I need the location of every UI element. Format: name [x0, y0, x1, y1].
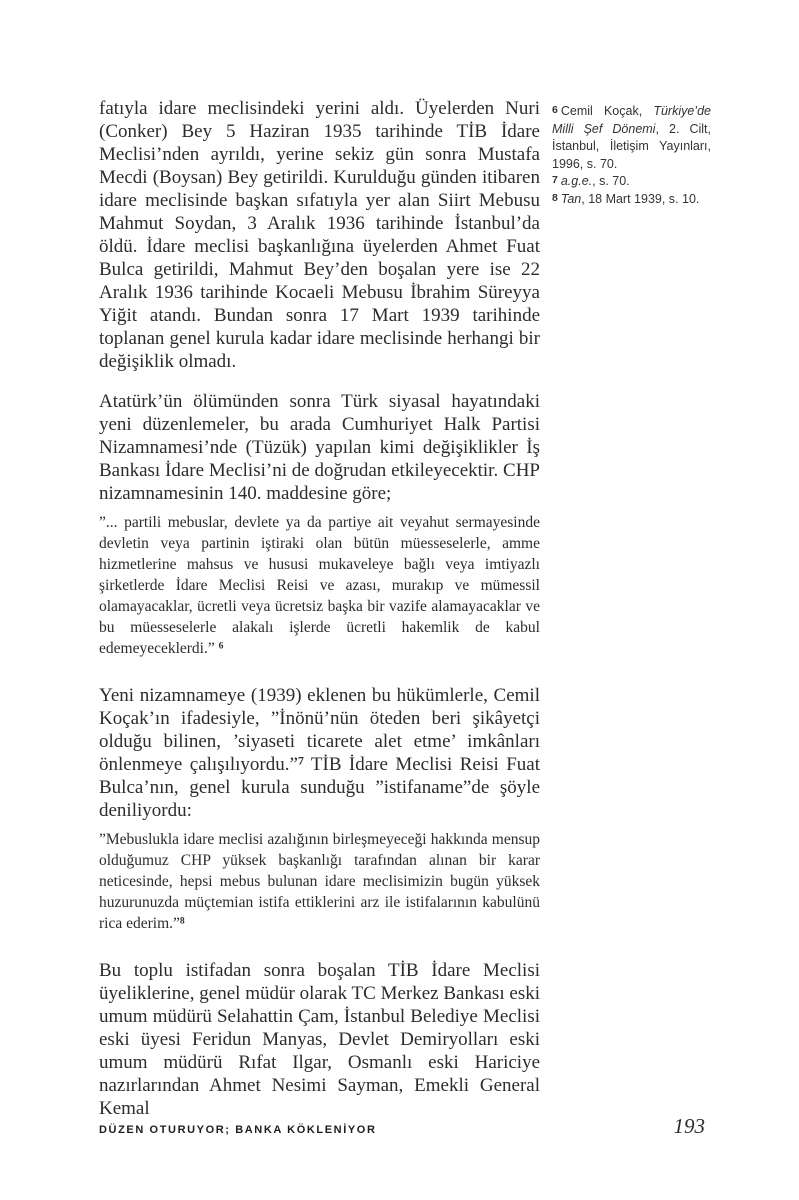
- paragraph: [99, 390, 540, 505]
- footnote-7: [552, 173, 711, 191]
- text-run: fatıyla idare meclisindeki yerini aldı. Üyelerden Nuri (Conker) Bey 5 Haziran 1935 tarihinde TİB İdare Meclisi’nden ayrıldı, yerine sekiz gün sonra Mustafa Mecdi (Boysan) Bey getirildi. Kurulduğu günden itibaren idare meclisinde başkan sıfatıyla yer alan Siirt Mebusu Mahmut Soydan, 3 Aralık 1936 tarihinde İstanbul’da öldü. İdare meclisi başkanlığına üyelerden Ahmet Fuat Bulca getirildi, Mahmut Bey’den boşalan yere ise 22 Aralık 1936 tarihinde Kocaeli Mebusu İbrahim Süreyya Yiğit atandı. Bundan sonra 17 Mart 1939 tarihinde toplanan genel kurula kadar idare meclisinde herhangi bir değişiklik olmadı.: [99, 98, 540, 372]
- footnote-6: [552, 103, 711, 173]
- footnote-reference: 8: [179, 915, 185, 927]
- text-run: , 2. Cilt, İstanbul, İletişim Yayınları, 1996, s. 70.: [552, 121, 711, 171]
- block-quote: [99, 512, 540, 659]
- paragraph: [99, 959, 540, 1120]
- footnote-8: [552, 191, 711, 209]
- text-run: Atatürk’ün ölümünden sonra Türk siyasal hayatındaki yeni düzenlemeler, bu arada Cumhuriyet Halk Partisi Nizamnamesi’nde (Tüzük) yapılan kimi değişiklikler İş Bankası İdare Meclisi’ni de doğrudan etkileyecektir. CHP nizamnamesinin 140. maddesine göre;: [99, 391, 540, 504]
- footnote-reference: 7: [297, 754, 304, 768]
- text-run: Yeni nizamnameye (1939) eklenen bu hükümlerle, Cemil Koçak’ın ifadesiyle, ”İnönü’nün öteden beri şikâyetçi olduğu bilinen, ’siyaseti ticarete alet etme’ imkânları önlenmeye çalışılıyordu.”: [99, 685, 540, 775]
- italic-text: Tan: [560, 191, 582, 206]
- paragraph: [99, 97, 540, 373]
- footnote-marker: 7: [552, 174, 558, 187]
- footnote-marker: 6: [552, 104, 558, 117]
- italic-text: Türkiye’de Milli Şef Dönemi: [552, 104, 711, 136]
- text-run: TİB İdare Meclisi Reisi Fuat Bulca’nın, genel kurula sunduğu ”istifaname”de şöyle deniliyordu:: [99, 754, 540, 821]
- text-run: , s. 70.: [592, 174, 630, 188]
- page-number: 193: [673, 1114, 705, 1138]
- text-run: Cemil Koçak,: [560, 104, 654, 118]
- body-column: [99, 97, 540, 1120]
- text-run: , 18 Mart 1939, s. 10.: [581, 191, 700, 206]
- footnotes-column: [552, 103, 711, 208]
- footnote-marker: 8: [552, 191, 558, 204]
- text-run: ”Mebuslukla idare meclisi azalığının birleşmeyeceği hakkında mensup olduğumuz CHP yüksek başkanlığı tarafından alınan bir karar neticesinde, hepsi mebus bulunan idare meclisimizin bugün yüksek huzurunuzda müçtemian istifa ettiklerini arz ile istifalarının kabulünü rica ederim.”: [99, 831, 540, 932]
- footnote-reference: 6: [218, 640, 224, 652]
- running-title: DÜZEN OTURUYOR; BANKA KÖKLENİYOR: [99, 1124, 377, 1136]
- italic-text: a.g.e.: [560, 174, 593, 188]
- paragraph: [99, 684, 540, 822]
- text-run: Bu toplu istifadan sonra boşalan TİB İdare Meclisi üyeliklerine, genel müdür olarak TC Merkez Bankası eski umum müdürü Selahattin Çam, İstanbul Belediye Meclisi eski üyesi Feridun Manyas, Devlet Demiryolları eski umum müdürü Rıfat Ilgar, Osmanlı eski Hariciye nazırlarından Ahmet Nesimi Sayman, Emekli General Kemal: [99, 960, 540, 1119]
- text-run: ”... partili mebuslar, devlete ya da partiye ait veyahut sermayesinde devletin veya partinin iştiraki olan bütün müesseselerle, amme hizmetlerine mahsus ve hususi mukaveleye bağlı veya imtiyazlı şirketlerde İdare Meclisi Reisi ve azası, murakıp ve mümessil olamayacaklar, ücretli veya ücretsiz başka bir vazife alamayacaklar ve bu müesseselerle alakalı işlerde ücretli hakemlik de kabul edemeyeceklerdi.”: [99, 514, 540, 657]
- block-quote: [99, 829, 540, 934]
